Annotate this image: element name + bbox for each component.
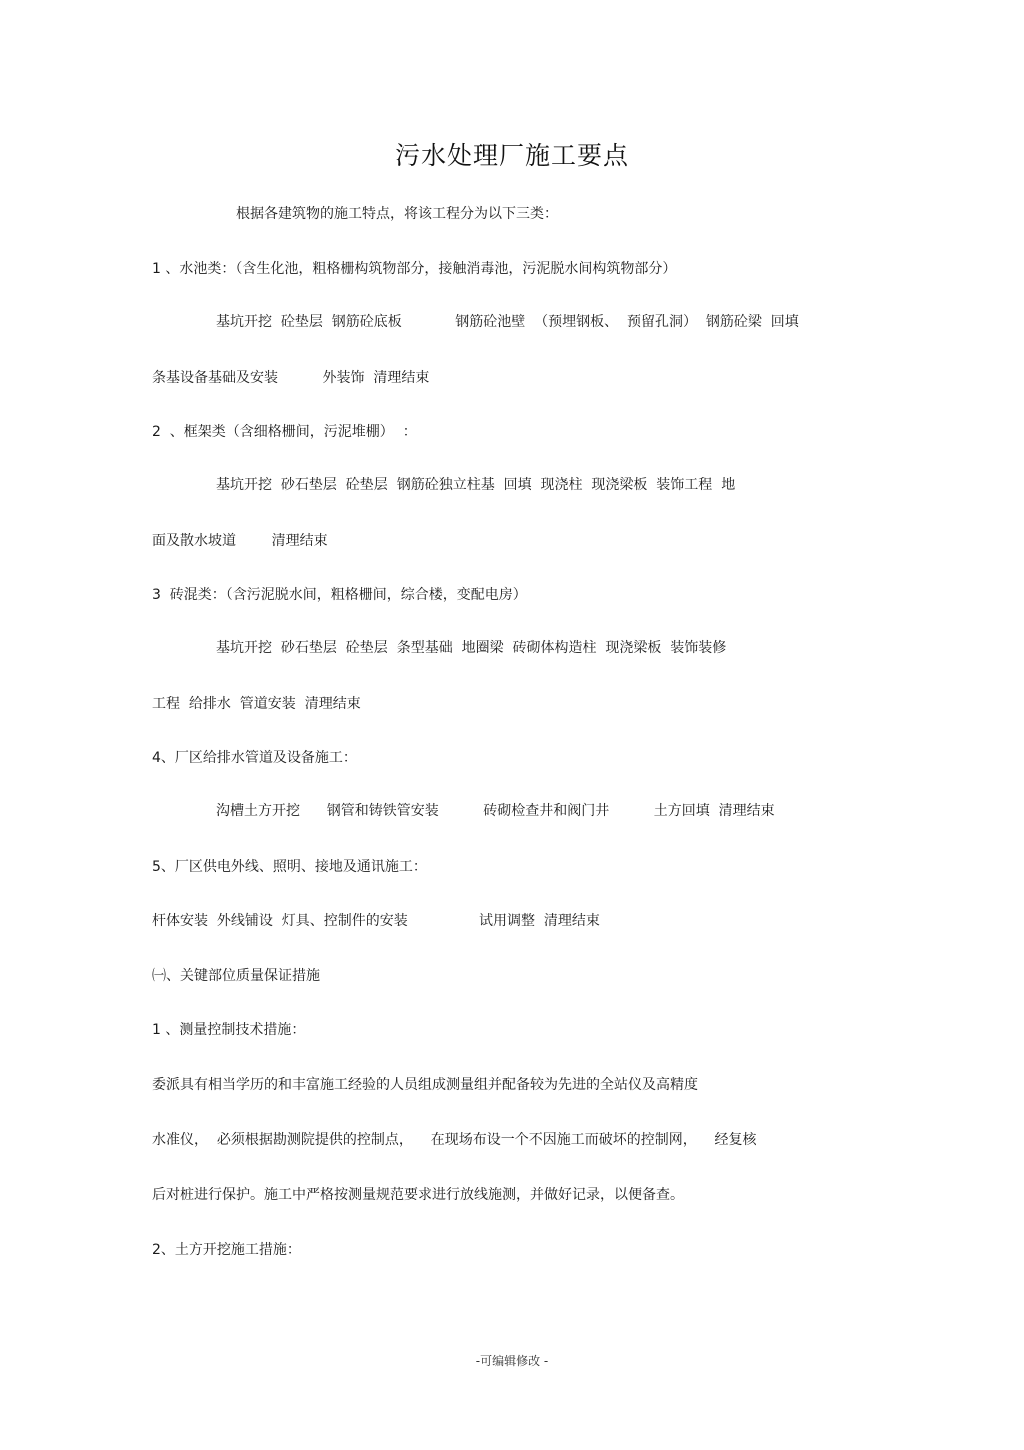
section-5-heading: 5、厂区供电外线、照明、接地及通讯施工：	[152, 859, 427, 875]
section-3-process-line-2: 工程 给排水 管道安装 清理结束	[152, 696, 361, 712]
earthwork-heading: 2、土方开挖施工措施：	[152, 1242, 301, 1258]
survey-paragraph-line-3: 后对桩进行保护。施工中严格按测量规范要求进行放线施测，并做好记录，以便备查。	[152, 1187, 684, 1203]
section-4-process-line: 沟槽土方开挖 钢管和铸铁管安装 砖砌检查井和阀门井 土方回填 清理结束	[216, 803, 775, 819]
section-1-process-line-2: 条基设备基础及安装 外装饰 清理结束	[152, 370, 430, 386]
section-2-process-line-1: 基坑开挖 砂石垫层 砼垫层 钢筋砼独立柱基 回填 现浇柱 现浇梁板 装饰工程 地	[216, 477, 736, 493]
section-3-heading: 3 砖混类：（含污泥脱水间，粗格栅间，综合楼，变配电房）	[152, 587, 527, 603]
section-3-process-line-1: 基坑开挖 砂石垫层 砼垫层 条型基础 地圈梁 砖砌体构造柱 现浇梁板 装饰装修	[216, 640, 727, 656]
section-2-heading: 2 、框架类（含细格栅间，污泥堆棚） ：	[152, 424, 417, 440]
section-2-process-line-2: 面及散水坡道 清理结束	[152, 533, 328, 549]
survey-paragraph-line-1: 委派具有相当学历的和丰富施工经验的人员组成测量组并配备较为先进的全站仪及高精度	[152, 1077, 698, 1093]
intro-paragraph: 根据各建筑物的施工特点，将该工程分为以下三类：	[236, 206, 558, 222]
document-title: 污水处理厂施工要点	[394, 141, 629, 170]
page-footer: -可编辑修改 -	[475, 1354, 549, 1368]
survey-paragraph-line-2: 水准仪， 必须根据勘测院提供的控制点， 在现场布设一个不因施工而破坏的控制网， 经复核	[152, 1132, 757, 1148]
section-4-heading: 4、厂区给排水管道及设备施工：	[152, 750, 357, 766]
section-1-process-line-1: 基坑开挖 砼垫层 钢筋砼底板 钢筋砼池壁 （预埋钢板、 预留孔洞） 钢筋砼梁 回填	[216, 314, 799, 330]
quality-measures-heading: ㈠、关键部位质量保证措施	[152, 968, 320, 984]
section-1-heading: 1 、水池类：（含生化池，粗格栅构筑物部分，接触消毒池，污泥脱水间构筑物部分）	[152, 261, 677, 277]
survey-control-heading: 1 、测量控制技术措施：	[152, 1022, 306, 1038]
section-5-process-line: 杆体安装 外线铺设 灯具、控制件的安装 试用调整 清理结束	[152, 913, 600, 929]
